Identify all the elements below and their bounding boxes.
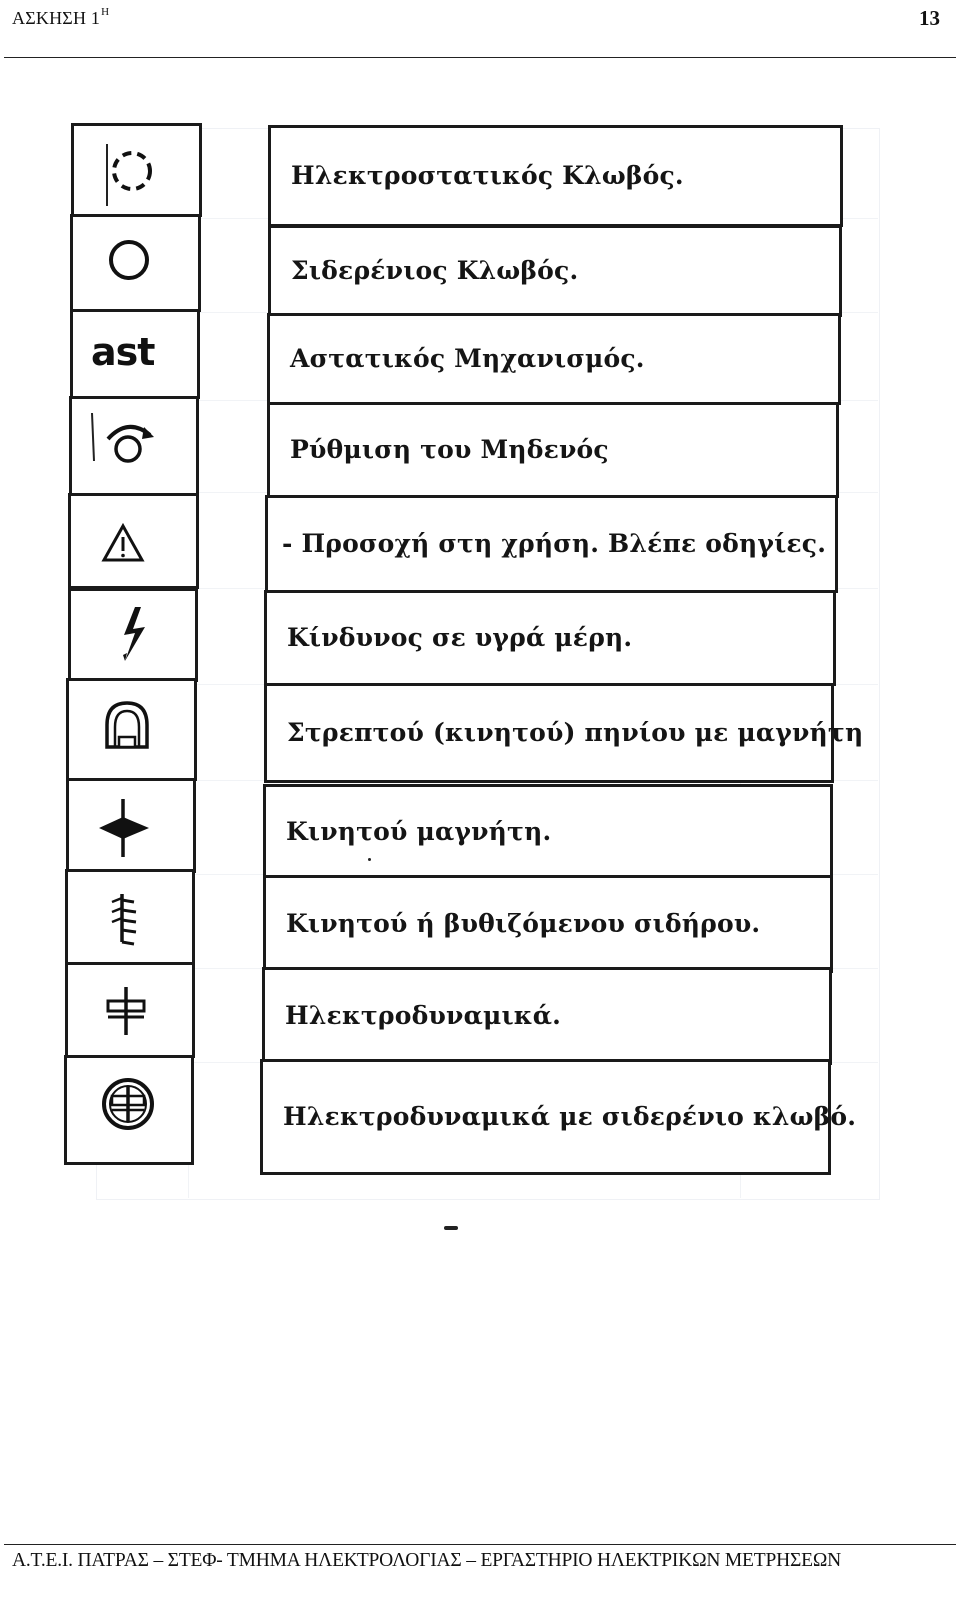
description-cell	[264, 590, 836, 686]
description-cell	[268, 125, 843, 227]
scan-speck	[368, 858, 371, 861]
exercise-title-superscript: Η	[101, 6, 110, 18]
ast-symbol: ast	[91, 329, 155, 374]
description-electrodynamic: Ηλεκτροδυναμικά.	[285, 1000, 562, 1030]
description-cell	[267, 402, 839, 498]
description-astatic-mechanism: Αστατικός Μηχανισμός.	[290, 343, 645, 373]
moving-iron-icon	[68, 872, 198, 968]
description-cell	[260, 1059, 857, 1175]
description-wet-parts-danger: Κίνδυνος σε υγρά μέρη.	[287, 622, 633, 652]
description-moving-coil: Στρεπτού (κινητού) πηνίου με μαγνήτη	[287, 717, 864, 747]
symbol-cell	[69, 396, 199, 496]
page-footer	[0, 1538, 960, 1597]
footer-institution: Α.Τ.Ε.Ι. ΠΑΤΡΑΣ – ΣΤΕΦ- ΤΜΗΜΑ ΗΛΕΚΤΡΟΛΟΓΙΑΣ – ΕΡΓΑΣΤΗΡΙΟ ΗΛΕΚΤΡΙΚΩΝ ΜΕΤΡΗΣΕΩΝ	[12, 1550, 842, 1571]
description-cell	[263, 875, 833, 973]
footer-divider	[4, 1544, 956, 1545]
description-cell	[267, 313, 841, 405]
description-cell	[263, 784, 833, 880]
page-number: 13	[919, 6, 940, 30]
moving-magnet-icon	[69, 781, 199, 876]
electrodynamic-icon	[68, 965, 198, 1061]
exercise-title-text: ΑΣΚΗΣΗ 1	[12, 8, 101, 28]
magnet-coil-icon	[69, 681, 200, 784]
symbol-cell	[66, 678, 197, 781]
description-cell	[262, 967, 832, 1065]
warning-triangle-icon	[71, 496, 202, 592]
description-moving-iron: Κινητού ή βυθιζόμενου σιδήρου.	[286, 908, 761, 938]
description-cell	[265, 495, 838, 593]
description-iron-cage: Σιδερένιος Κλωβός.	[291, 255, 579, 285]
description-cell	[264, 683, 864, 783]
description-electrostatic-cage: Ηλεκτροστατικός Κλωβός.	[291, 160, 684, 190]
scan-speck	[444, 1226, 458, 1230]
shielded-electrodynamic-icon	[67, 1058, 197, 1168]
symbol-cell	[66, 778, 196, 873]
lightning-icon	[71, 591, 201, 685]
symbol-cell	[70, 309, 200, 399]
symbol-cell	[68, 588, 198, 682]
circle-icon	[73, 217, 204, 315]
symbol-cell	[64, 1055, 194, 1165]
description-cell	[268, 225, 842, 317]
symbol-cell	[71, 123, 202, 217]
zero-adjust-icon	[72, 399, 202, 499]
description-shielded-electrodynamic: Ηλεκτροδυναμικά με σιδερένιο κλωβό.	[283, 1101, 857, 1131]
symbol-cell	[70, 214, 201, 312]
symbol-cell	[65, 869, 195, 965]
symbol-cell	[68, 493, 199, 589]
description-moving-magnet: Κινητού μαγνήτη.	[286, 816, 552, 846]
description-zero-adjustment: Ρύθμιση του Μηδενός	[290, 434, 609, 464]
symbol-cell	[65, 962, 195, 1058]
description-caution: - Προσοχή στη χρήση. Βλέπε οδηγίες.	[282, 528, 827, 558]
dashed-circle-icon	[74, 126, 205, 220]
